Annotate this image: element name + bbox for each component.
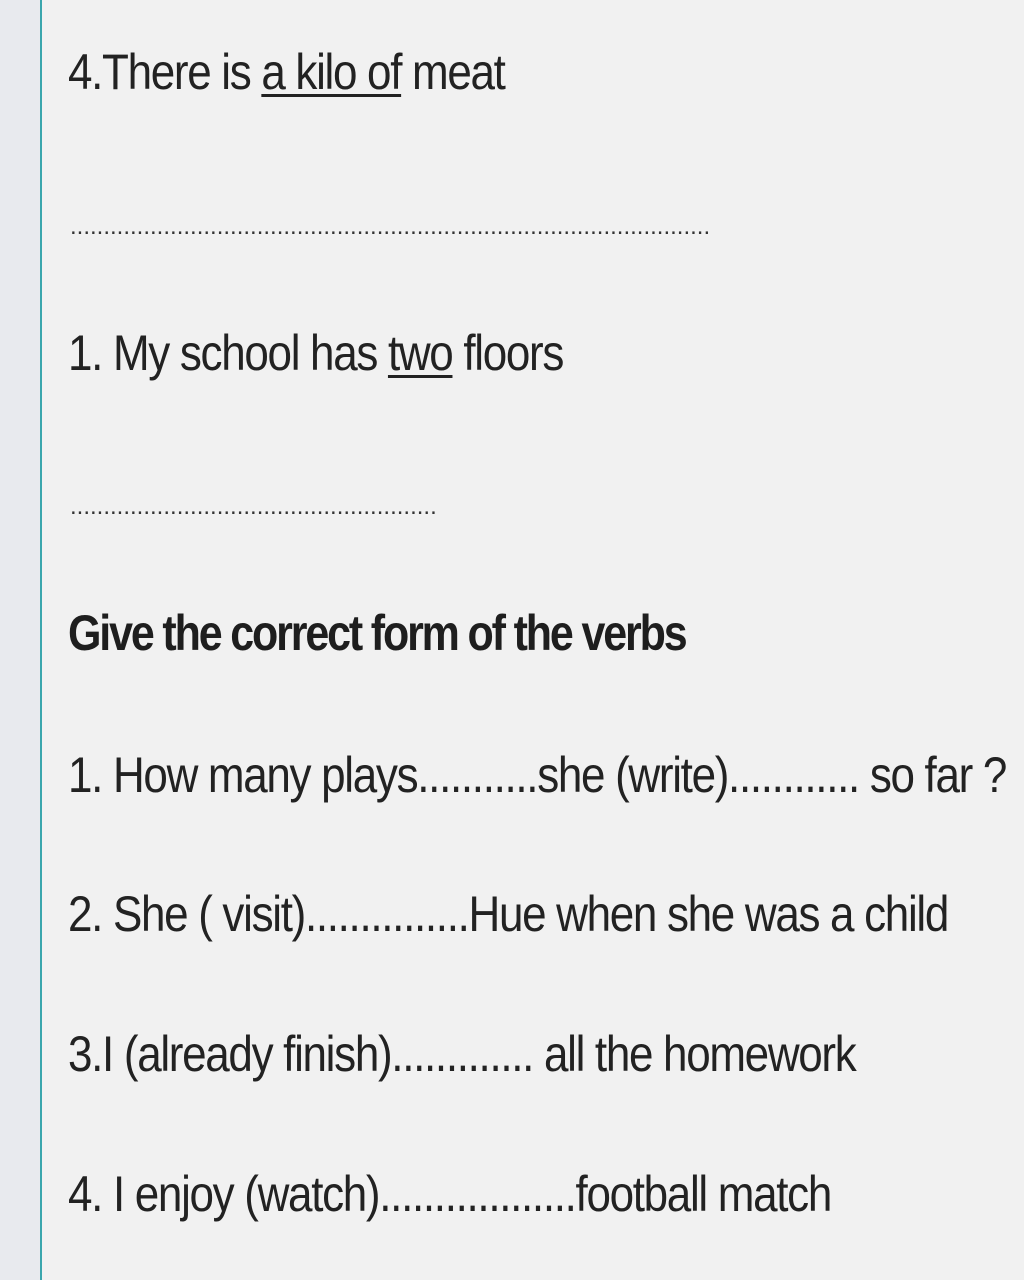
question-text-after: floors <box>452 325 564 381</box>
verb-question-2: 2. She ( visit)...............Hue when she was a child <box>68 886 949 942</box>
underlined-phrase: two <box>387 325 453 381</box>
question-4-kilo-of-meat <box>68 42 505 102</box>
answer-line-1: ................................................................................................ <box>70 213 711 240</box>
section-heading: Give the correct form of the verbs <box>68 605 686 661</box>
margin-rule-line <box>40 0 42 1280</box>
question-text-before: There is <box>102 44 262 100</box>
question-text-after: meat <box>401 44 505 100</box>
verb-question-4: 4. I enjoy (watch)..................football match <box>68 1166 832 1222</box>
answer-line-2: ....................................................... <box>70 493 437 520</box>
page-margin <box>0 0 40 1280</box>
question-number: 4. <box>68 44 103 100</box>
question-text-before: My school has <box>112 325 388 381</box>
verb-question-3: 3.I (already finish)............. all the homework <box>68 1026 856 1082</box>
question-1-two-floors <box>68 323 563 383</box>
question-number: 1. <box>68 325 113 381</box>
underlined-phrase: a kilo of <box>261 44 402 100</box>
verb-question-1: 1. How many plays...........she (write)............ so far ? <box>68 747 1007 803</box>
